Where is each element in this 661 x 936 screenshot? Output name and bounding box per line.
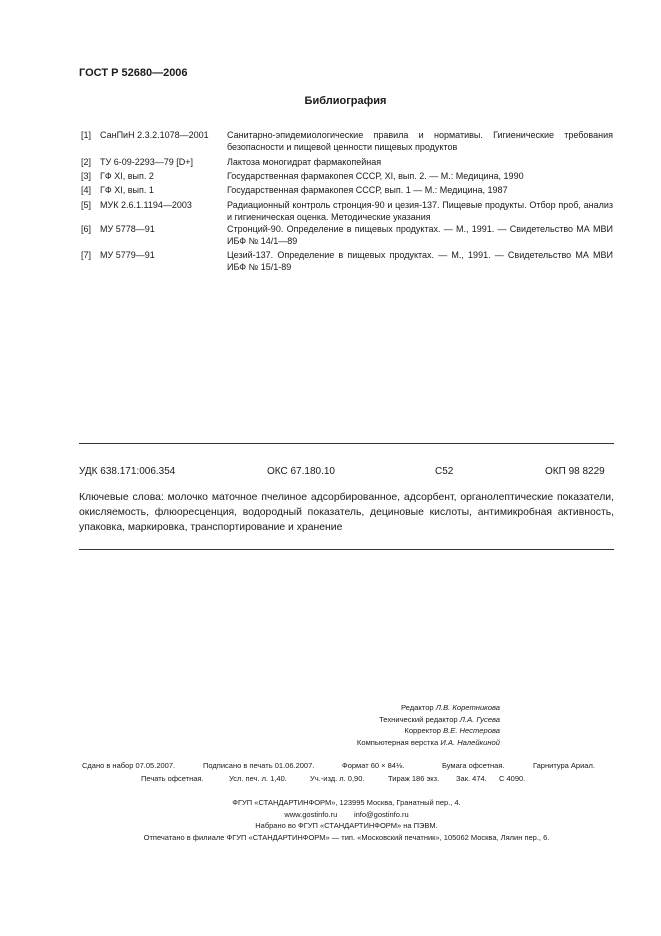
oks-code: ОКС 67.180.10 bbox=[267, 466, 335, 477]
bibliography-item-description: Государственная фармакопея СССР, вып. 1 — М.: Медицина, 1987 bbox=[227, 185, 508, 195]
top-divider bbox=[79, 443, 614, 444]
bibliography-item-code: МУ 5778—91 bbox=[100, 224, 155, 234]
keywords-paragraph: Ключевые слова: молочко маточное пчелиное адсорбированное, адсорбент, органолептические показатели, окисляемость, флюоресценция, водородный показатель, дециновые кислоты, антимикробная активность, упаковка, маркировка, транспортирование и хранение bbox=[79, 492, 614, 533]
bibliography-item-description: Стронций-90. Определение в пищевых продуктах. — М., 1991. — Свидетельство МА МВИ ИБФ № 14/1—89 bbox=[227, 224, 613, 246]
imprint-signed: Подписано в печать 01.06.2007. bbox=[203, 761, 315, 770]
credit-role: Редактор bbox=[400, 703, 434, 712]
imprint-print-sheets: Усл. печ. л. 1,40. bbox=[229, 774, 287, 783]
bibliography-item-description: Цезий-137. Определение в пищевых продуктах. — М., 1991. — Свидетельство МА МВИ ИБФ № 15/1-89 bbox=[227, 250, 613, 272]
credit-person: Л.В. Коретникова bbox=[435, 703, 500, 712]
group-code: С52 bbox=[435, 466, 454, 477]
okp-code: ОКП 98 8229 bbox=[545, 466, 605, 477]
bibliography-item-number: [6] bbox=[81, 224, 92, 234]
publisher-address: ФГУП «СТАНДАРТИНФОРМ», 123995 Москва, Гранатный пер., 4. bbox=[232, 798, 461, 807]
imprint-order: Зак. 474. bbox=[456, 774, 487, 783]
bibliography-item-description: Санитарно-эпидемиологические правила и нормативы. Гигиенические требования безопасности и пищевой ценности пищевых продуктов bbox=[227, 130, 613, 152]
credit-role: Корректор bbox=[404, 726, 441, 735]
bibliography-item-description: Лактоза моногидрат фармакопейная bbox=[227, 157, 382, 167]
bibliography-item-number: [2] bbox=[81, 157, 92, 167]
udk-code: УДК 638.171:006.354 bbox=[79, 466, 176, 477]
bibliography-item-number: [7] bbox=[81, 250, 92, 260]
credit-person: И.А. Налейкиной bbox=[440, 737, 500, 747]
bibliography-item-code: МУК 2.6.1.1194—2003 bbox=[100, 200, 192, 210]
bibliography-item-code: СанПиН 2.3.2.1078—2001 bbox=[100, 130, 209, 140]
bibliography-item-code: ГФ XI, вып. 2 bbox=[100, 171, 154, 181]
imprint-code: С 4090. bbox=[499, 774, 526, 783]
credit-tech-editor bbox=[200, 714, 500, 726]
publisher-printed: Отпечатано в филиале ФГУП «СТАНДАРТИНФОРМ» — тип. «Московский печатник», 105062 Москва, Лялин пер., 6. bbox=[143, 832, 550, 842]
imprint-paper: Бумага офсетная. bbox=[442, 761, 505, 770]
bibliography-item-number: [1] bbox=[81, 130, 92, 140]
standard-header: ГОСТ Р 52680—2006 bbox=[79, 67, 188, 79]
credit-person: В.Е. Нестерова bbox=[443, 726, 500, 735]
publisher-block bbox=[79, 797, 614, 843]
credits-block bbox=[200, 702, 500, 748]
credit-layout bbox=[200, 737, 500, 749]
bibliography-item-number: [3] bbox=[81, 171, 92, 181]
bibliography-item-code: ГФ XI, вып. 1 bbox=[100, 185, 154, 195]
imprint-pub-sheets: Уч.-изд. л. 0,90. bbox=[310, 774, 365, 783]
bibliography-item-number: [4] bbox=[81, 185, 92, 195]
imprint-format: Формат 60 × 84⅛. bbox=[342, 761, 405, 770]
publisher-web: www.gostinfo.ru info@gostinfo.ru bbox=[284, 809, 409, 819]
bottom-divider bbox=[79, 549, 614, 550]
bibliography-item-code: ТУ 6-09-2293—79 [D+] bbox=[100, 157, 194, 167]
credit-person: Л.А. Гусева bbox=[459, 714, 500, 724]
bibliography-item-number: [5] bbox=[81, 200, 92, 210]
bibliography-title: Библиография bbox=[304, 95, 387, 107]
credit-role: Технический редактор bbox=[379, 714, 458, 724]
credit-editor bbox=[200, 702, 500, 714]
bibliography-item-description: Государственная фармакопея СССР, XI, вып. 2. — М.: Медицина, 1990 bbox=[227, 171, 524, 181]
imprint-font: Гарнитура Ариал. bbox=[533, 761, 595, 770]
bibliography-item-code: МУ 5779—91 bbox=[100, 250, 155, 260]
bibliography-item-description: Радиационный контроль стронция-90 и цезия-137. Пищевые продукты. Отбор проб, анализ и гигиеническая оценка. Методические указания bbox=[227, 200, 613, 222]
imprint-circulation: Тираж 186 экз. bbox=[388, 774, 440, 783]
imprint-print: Печать офсетная. bbox=[141, 774, 204, 783]
credit-proofreader bbox=[200, 725, 500, 737]
credit-role: Компьютерная верстка bbox=[356, 737, 439, 747]
imprint-submitted: Сдано в набор 07.05.2007. bbox=[82, 761, 176, 770]
publisher-typeset: Набрано во ФГУП «СТАНДАРТИНФОРМ» на ПЭВМ. bbox=[255, 821, 438, 830]
